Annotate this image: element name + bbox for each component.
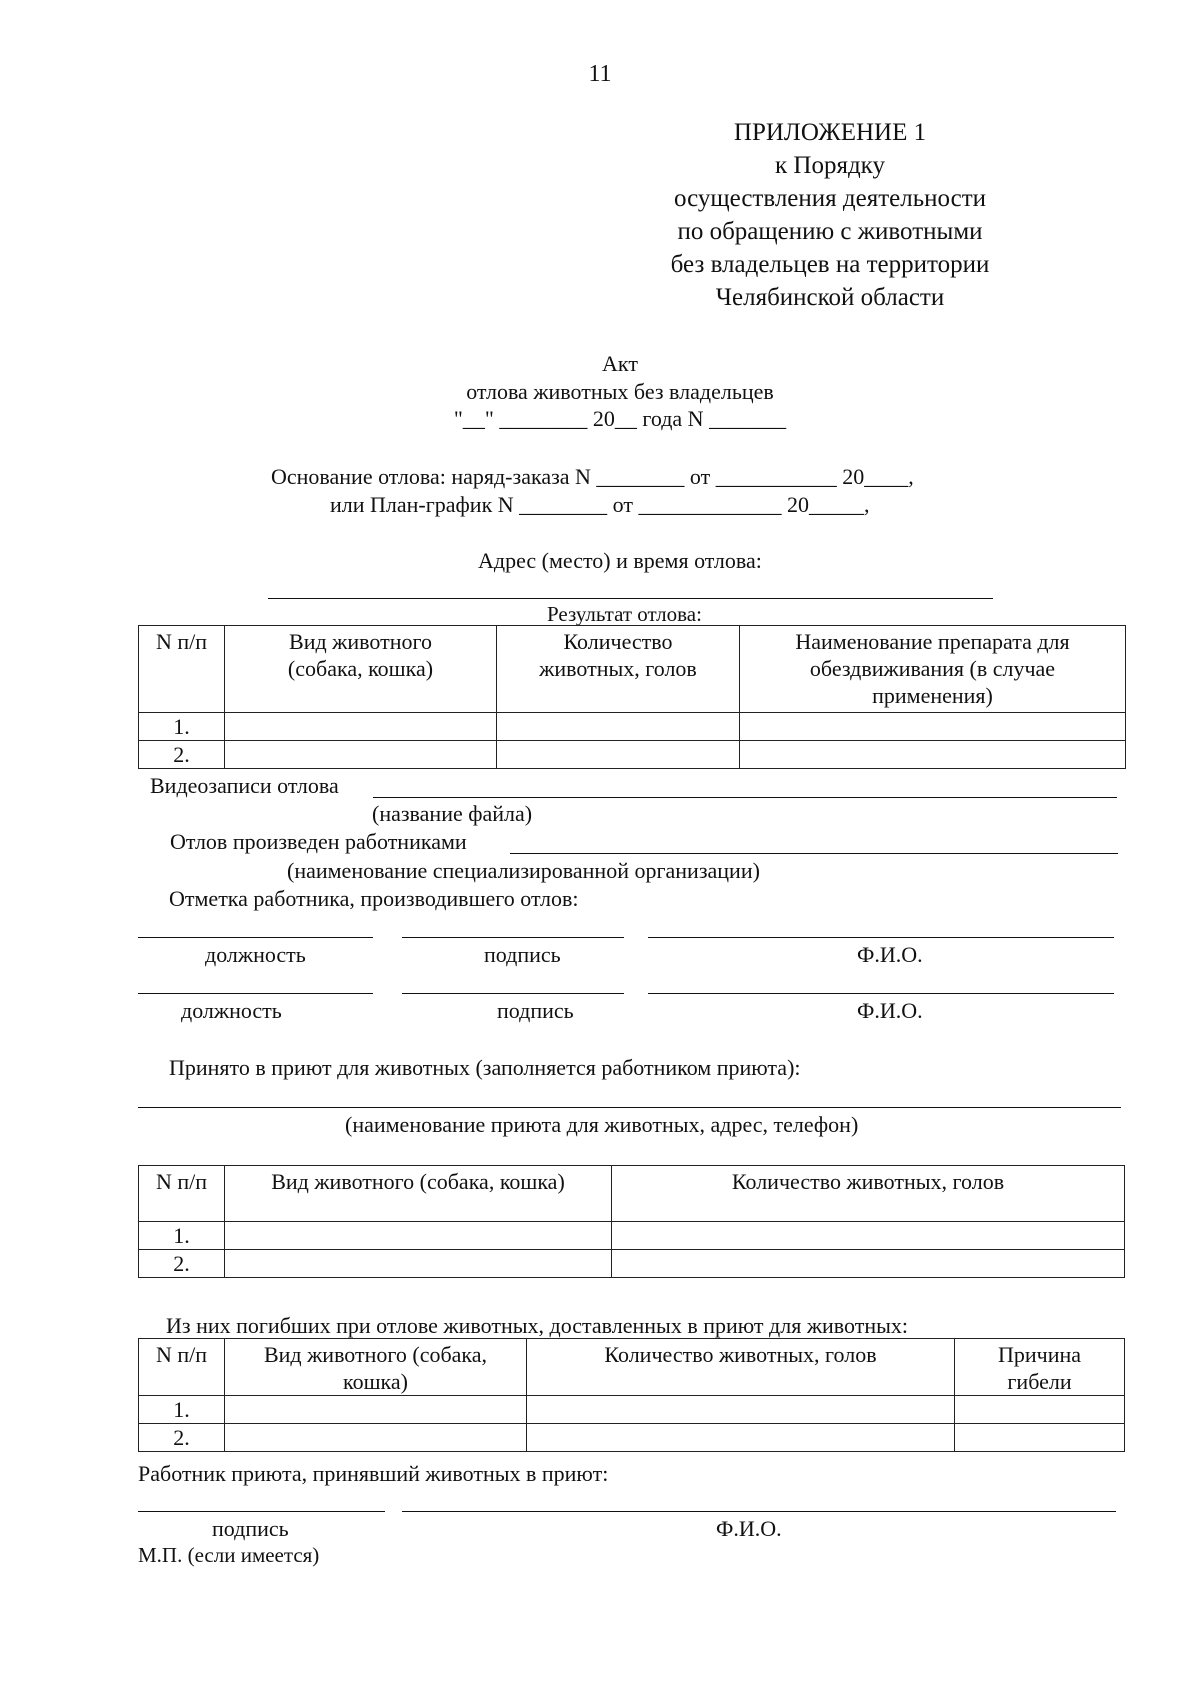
cell-animal-type[interactable] (225, 1222, 612, 1250)
cell-animal-count[interactable] (497, 741, 740, 769)
dead-label: Из них погибших при отлове животных, доставленных в приют для животных: (166, 1313, 909, 1338)
row-number: 1. (139, 1396, 225, 1424)
position-line (138, 937, 373, 938)
signature-caption: подпись (497, 998, 574, 1023)
signature-line (402, 937, 624, 938)
basis-line-2: или План-график N ________ от _____________ 20_____, (330, 492, 870, 517)
signature-caption: подпись (484, 942, 561, 967)
appendix-line: осуществления деятельности (673, 185, 987, 212)
table-row (139, 741, 1126, 769)
table-row (139, 713, 1126, 741)
fio-line (648, 993, 1114, 994)
fio-caption: Ф.И.О. (857, 998, 923, 1023)
cell-animal-count[interactable] (527, 1424, 955, 1452)
table-row (139, 1250, 1125, 1278)
video-caption: (название файла) (372, 801, 533, 826)
appendix-line: без владельцев на территории (670, 251, 990, 278)
table-header-row (139, 1166, 1125, 1222)
cell-animal-count[interactable] (497, 713, 740, 741)
cell-animal-type[interactable] (225, 1396, 527, 1424)
capture-result-table (138, 625, 1126, 769)
cell-death-cause[interactable] (955, 1396, 1125, 1424)
workers-label: Отлов произведен работниками (170, 829, 467, 854)
workers-field-line (510, 853, 1118, 854)
header-animal-count: Количество животных, голов (497, 626, 740, 713)
appendix-title: ПРИЛОЖЕНИЕ 1 (733, 119, 927, 146)
page-number: 11 (588, 61, 612, 87)
mark-label: Отметка работника, производившего отлов: (169, 886, 579, 911)
act-subtitle: отлова животных без владельцев (466, 379, 774, 404)
row-number: 2. (139, 1424, 225, 1452)
header-animal-count: Количество животных, голов (612, 1166, 1125, 1222)
cell-animal-type[interactable] (225, 1424, 527, 1452)
signature-caption: подпись (212, 1516, 289, 1541)
video-field-line (373, 797, 1117, 798)
header-number: N п/п (139, 1166, 225, 1222)
header-number: N п/п (139, 1339, 225, 1396)
shelter-label: Принято в приют для животных (заполняется работником приюта): (169, 1055, 801, 1080)
header-animal-count: Количество животных, голов (527, 1339, 955, 1396)
header-animal-type: Вид животного (собака, кошка) (225, 626, 497, 713)
video-label: Видеозаписи отлова (150, 773, 339, 798)
cell-animal-type[interactable] (225, 1250, 612, 1278)
fio-line (402, 1511, 1116, 1512)
header-death-cause: Причина гибели (955, 1339, 1125, 1396)
cell-death-cause[interactable] (955, 1424, 1125, 1452)
cell-animal-type[interactable] (225, 741, 497, 769)
workers-caption: (наименование специализированной организации) (287, 858, 760, 883)
row-number: 1. (139, 1222, 225, 1250)
cell-animal-count[interactable] (612, 1222, 1125, 1250)
fio-line (648, 937, 1114, 938)
act-title: Акт (602, 351, 638, 376)
shelter-intake-table (138, 1165, 1125, 1278)
header-animal-type: Вид животного (собака, кошка) (225, 1339, 527, 1396)
signature-line (402, 993, 624, 994)
act-date-line: "__" ________ 20__ года N _______ (453, 406, 787, 431)
position-caption: должность (205, 942, 306, 967)
table-header-row (139, 1339, 1125, 1396)
dead-animals-table (138, 1338, 1125, 1452)
address-field-line (268, 598, 993, 599)
shelter-field-line (138, 1107, 1121, 1108)
position-line (138, 993, 373, 994)
cell-animal-type[interactable] (225, 713, 497, 741)
cell-drug-name[interactable] (740, 713, 1126, 741)
row-number: 1. (139, 713, 225, 741)
table-header-row (139, 626, 1126, 713)
header-animal-type: Вид животного (собака, кошка) (225, 1166, 612, 1222)
row-number: 2. (139, 1250, 225, 1278)
cell-drug-name[interactable] (740, 741, 1126, 769)
table-row (139, 1222, 1125, 1250)
appendix-line: по обращению с животными (677, 218, 983, 245)
result-label: Результат отлова: (547, 602, 702, 626)
appendix-line: Челябинской области (715, 284, 945, 311)
header-number: N п/п (139, 626, 225, 713)
table-row (139, 1396, 1125, 1424)
cell-animal-count[interactable] (527, 1396, 955, 1424)
shelter-worker-label: Работник приюта, принявший животных в приют: (138, 1461, 609, 1486)
stamp-note: М.П. (если имеется) (138, 1543, 320, 1567)
header-drug-name: Наименование препарата для обездвиживания (в случае применения) (740, 626, 1126, 713)
address-label: Адрес (место) и время отлова: (478, 548, 762, 573)
appendix-line: к Порядку (775, 152, 885, 179)
signature-line (138, 1511, 385, 1512)
table-row (139, 1424, 1125, 1452)
basis-line-1: Основание отлова: наряд-заказа N ________ от ___________ 20____, (271, 464, 914, 489)
position-caption: должность (181, 998, 282, 1023)
fio-caption: Ф.И.О. (716, 1516, 782, 1541)
row-number: 2. (139, 741, 225, 769)
fio-caption: Ф.И.О. (857, 942, 923, 967)
shelter-caption: (наименование приюта для животных, адрес, телефон) (345, 1112, 859, 1137)
cell-animal-count[interactable] (612, 1250, 1125, 1278)
